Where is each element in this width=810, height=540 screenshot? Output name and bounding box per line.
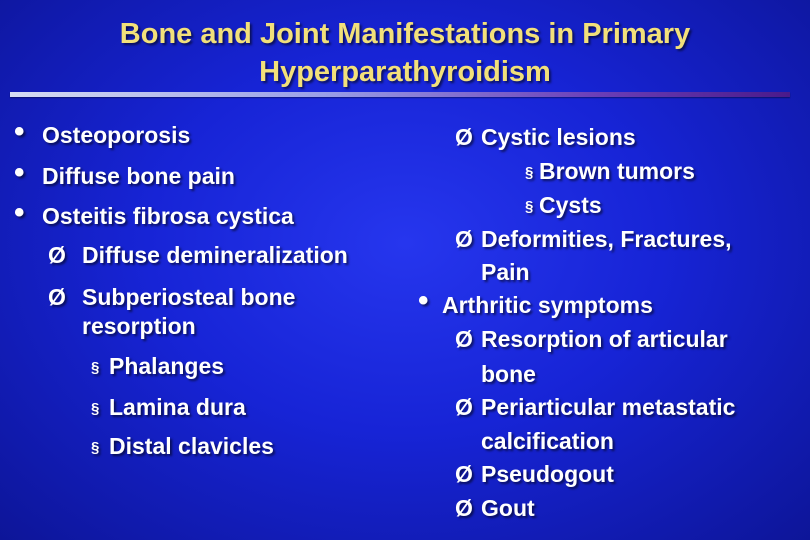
slide-title-line-2: Hyperparathyroidism bbox=[259, 56, 551, 88]
right-gout: Gout bbox=[481, 495, 535, 521]
right-resorption: Resorption of articular bbox=[481, 326, 728, 352]
bullet-dot-icon: • bbox=[14, 196, 25, 229]
left-item-lamina-dura: Lamina dura bbox=[109, 394, 246, 420]
title-divider bbox=[10, 92, 790, 97]
square-bullet-icon: § bbox=[91, 400, 100, 417]
right-cystic-lesions: Cystic lesions bbox=[481, 124, 636, 150]
square-bullet-icon: § bbox=[525, 198, 534, 215]
arrow-bullet-icon: Ø bbox=[455, 394, 473, 420]
arrow-bullet-icon: Ø bbox=[48, 242, 66, 268]
arrow-bullet-icon: Ø bbox=[48, 284, 66, 310]
right-brown-tumors: Brown tumors bbox=[539, 158, 695, 184]
left-bullet-osteitis: Osteitis fibrosa cystica bbox=[42, 203, 294, 229]
arrow-bullet-icon: Ø bbox=[455, 495, 473, 521]
slide-title-line-1: Bone and Joint Manifestations in Primary bbox=[119, 18, 691, 50]
arrow-bullet-icon: Ø bbox=[455, 226, 473, 252]
right-periarticular: Periarticular metastatic bbox=[481, 394, 736, 420]
bullet-dot-icon: • bbox=[418, 284, 429, 317]
bullet-dot-icon: • bbox=[14, 115, 25, 148]
right-pseudogout: Pseudogout bbox=[481, 461, 614, 487]
right-resorption-cont: bone bbox=[481, 361, 536, 387]
right-deformities-cont: Pain bbox=[481, 259, 530, 285]
left-item-distal-clavicles: Distal clavicles bbox=[109, 433, 274, 459]
arrow-bullet-icon: Ø bbox=[455, 124, 473, 150]
right-arthritic-symptoms: Arthritic symptoms bbox=[442, 292, 653, 318]
left-sub-subperiosteal-cont: resorption bbox=[82, 313, 196, 339]
left-item-phalanges: Phalanges bbox=[109, 353, 225, 379]
left-sub-demineralization: Diffuse demineralization bbox=[82, 242, 348, 268]
left-bullet-osteoporosis: Osteoporosis bbox=[42, 122, 191, 148]
square-bullet-icon: § bbox=[91, 359, 100, 376]
square-bullet-icon: § bbox=[91, 439, 100, 456]
right-deformities: Deformities, Fractures, bbox=[481, 226, 732, 252]
left-bullet-bone-pain: Diffuse bone pain bbox=[42, 163, 235, 189]
left-sub-subperiosteal: Subperiosteal bone bbox=[82, 284, 296, 310]
bullet-dot-icon: • bbox=[14, 156, 25, 189]
arrow-bullet-icon: Ø bbox=[455, 461, 473, 487]
right-cysts: Cysts bbox=[539, 192, 602, 218]
right-periarticular-cont: calcification bbox=[481, 428, 614, 454]
square-bullet-icon: § bbox=[525, 164, 534, 181]
arrow-bullet-icon: Ø bbox=[455, 326, 473, 352]
